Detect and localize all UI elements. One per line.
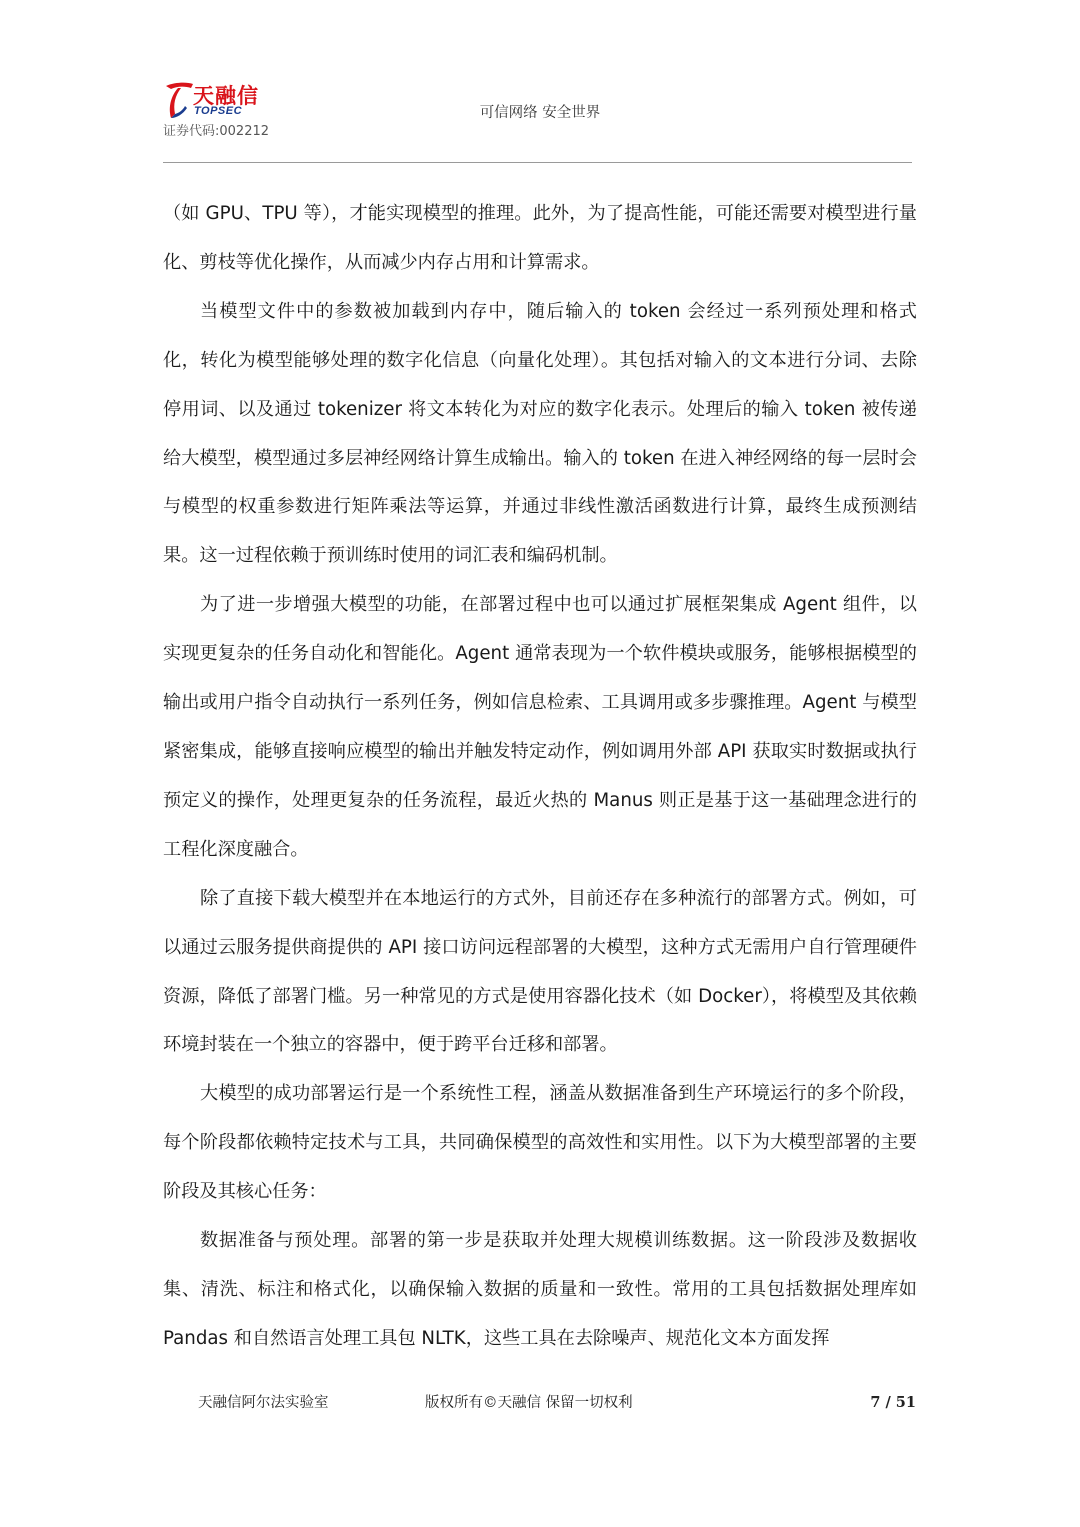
footer-lab-name: 天融信阿尔法实验室 xyxy=(198,1395,329,1411)
header-slogan: 可信网络 安全世界 xyxy=(479,105,601,121)
paragraph: 除了直接下载大模型并在本地运行的方式外，目前还存在多种流行的部署方式。例如，可以通过云服务提供商提供的 API 接口访问远程部署的大模型，这种方式无需用户自行管理硬件资源，降低了部署门槛。另一种常见的方式是使用容器化技术（如 Docker），将模型及其依赖环境封装在一个独立的容器中，便于跨平台迁移和部署。 xyxy=(163,887,917,1056)
document-body xyxy=(163,190,917,1364)
paragraph: （如 GPU、TPU 等），才能实现模型的推理。此外，为了提高性能，可能还需要对模型进行量化、剪枝等优化操作，从而减少内存占用和计算需求。 xyxy=(163,203,917,273)
stock-code: 证券代码:002212 xyxy=(163,124,270,139)
page-header xyxy=(0,0,1080,170)
paragraph: 大模型的成功部署运行是一个系统性工程，涵盖从数据准备到生产环境运行的多个阶段，每个阶段都依赖特定技术与工具，共同确保模型的高效性和实用性。以下为大模型部署的主要阶段及其核心任务： xyxy=(163,1083,917,1203)
page-number: 7 / 51 xyxy=(870,1394,916,1411)
paragraph: 数据准备与预处理。部署的第一步是获取并处理大规模训练数据。这一阶段涉及数据收集、清洗、标注和格式化，以确保输入数据的质量和一致性。常用的工具包括数据处理库如 Pandas 和自然语言处理工具包 NLTK，这些工具在去除噪声、规范化文本方面发挥 xyxy=(163,1230,917,1349)
logo-chinese-text: 天融信 xyxy=(193,84,259,108)
paragraph: 为了进一步增强大模型的功能，在部署过程中也可以通过扩展框架集成 Agent 组件，以实现更复杂的任务自动化和智能化。Agent 通常表现为一个软件模块或服务，能够根据模型的输出或用户指令自动执行一系列任务，例如信息检索、工具调用或多步骤推理。Agent 与模型紧密集成，能够直接响应模型的输出并触发特定动作，例如调用外部 API 获取实时数据或执行预定义的操作，处理更复杂的任务流程，最近火热的 Manus 则正是基于这一基础理念进行的工程化深度融合。 xyxy=(163,594,917,860)
logo-english-text: TOPSEC xyxy=(194,105,243,117)
footer-copyright: 版权所有©天融信 保留一切权利 xyxy=(425,1395,633,1411)
header-divider xyxy=(163,162,912,163)
page-footer xyxy=(163,1392,916,1416)
paragraph: 当模型文件中的参数被加载到内存中，随后输入的 token 会经过一系列预处理和格式化，转化为模型能够处理的数字化信息（向量化处理）。其包括对输入的文本进行分词、去除停用词、以及通过 tokenizer 将文本转化为对应的数字化表示。处理后的输入 token 被传递给大模型，模型通过多层神经网络计算生成输出。输入的 token 在进入神经网络的每一层时会与模型的权重参数进行矩阵乘法等运算，并通过非线性激活函数进行计算，最终生成预测结果。这一过程依赖于预训练时使用的词汇表和编码机制。 xyxy=(163,300,917,567)
